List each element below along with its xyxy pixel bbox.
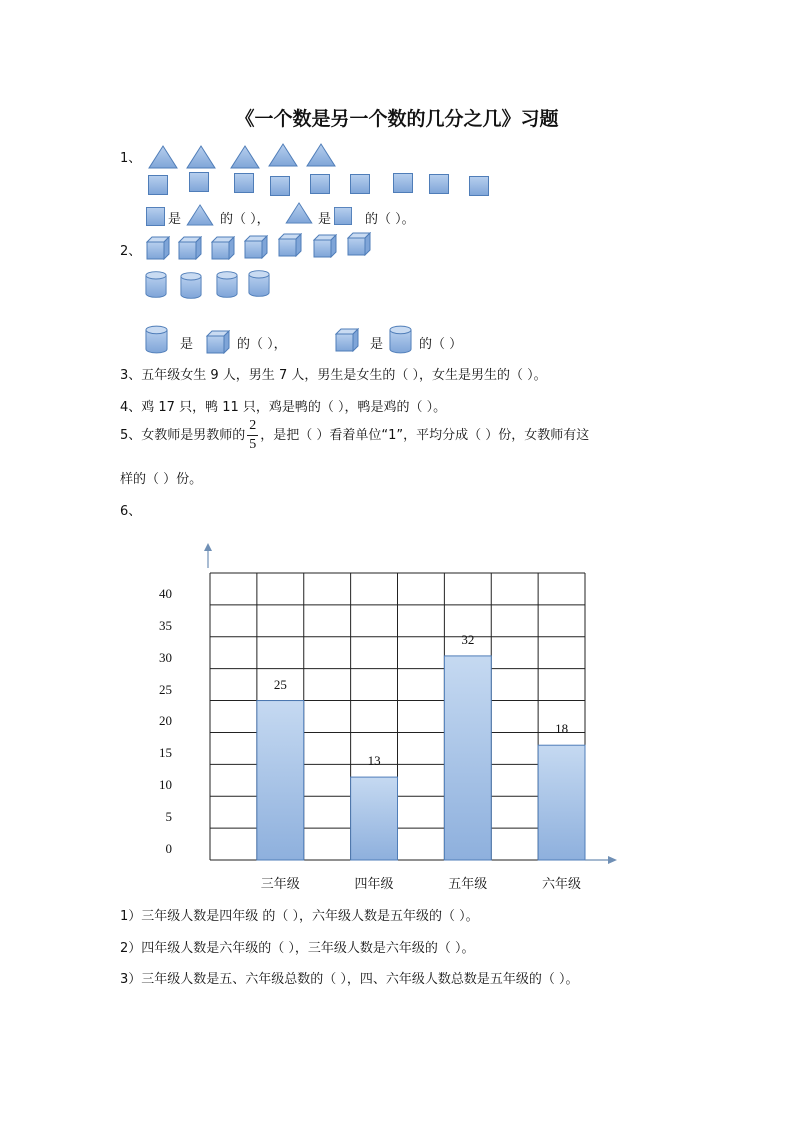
cube-shape (313, 234, 337, 258)
page-title: 《一个数是另一个数的几分之几》习题 (235, 108, 559, 130)
cylinder-shape (389, 325, 412, 354)
square-shape (189, 172, 209, 192)
cube-shape (347, 232, 371, 256)
chart-data-label: 25 (273, 676, 287, 692)
chart-bar (351, 777, 398, 860)
chart-y-tick-label: 5 (165, 809, 172, 825)
chart-y-tick-label: 25 (159, 681, 172, 697)
triangle-shape (306, 143, 336, 167)
square-shape (334, 207, 352, 225)
q2-number: 2、 (120, 244, 142, 259)
square-shape (310, 174, 330, 194)
chart-y-tick-label: 40 (159, 585, 172, 601)
cube-shape (244, 235, 268, 259)
question-5 (120, 419, 589, 452)
x-axis-arrow (608, 856, 617, 864)
q6-sub-3: 3）三年级人数是五、六年级总数的（ ），四、六年级人数总数是五年级的（ ）。 (120, 972, 579, 987)
q1-text-2: 的（ ）， (220, 212, 270, 227)
chart-bar (444, 656, 491, 860)
chart-data-label: 18 (555, 721, 569, 737)
chart-x-tick-label: 四年级 (354, 877, 394, 892)
fraction-denominator: 5 (249, 437, 257, 452)
chart-y-tick-label: 20 (159, 713, 172, 729)
chart-y-tick-label: 0 (165, 841, 172, 856)
fraction (247, 419, 258, 452)
cylinder-shape (145, 270, 167, 299)
q1-text-1: 是 (168, 212, 182, 227)
triangle-shape (186, 145, 216, 169)
cube-shape (278, 233, 302, 257)
square-shape (469, 176, 489, 196)
square-shape (429, 174, 449, 194)
chart-bar (538, 745, 585, 860)
q1-text-3: 是 (318, 212, 332, 227)
cube-shape (335, 328, 359, 352)
triangle-shape (285, 202, 313, 224)
square-shape (234, 173, 254, 193)
q2-text-3: 是 (370, 337, 384, 352)
q1-number: 1、 (120, 151, 142, 166)
chart-data-label: 13 (367, 753, 381, 769)
chart-x-tick-label: 三年级 (260, 877, 300, 892)
question-3: 3、五年级女生 9 人，男生 7 人，男生是女生的（ ），女生是男生的（ ）。 (120, 368, 547, 383)
chart-x-tick-label: 五年级 (448, 877, 488, 892)
triangle-shape (230, 145, 260, 169)
q2-text-4: 的（ ） (419, 337, 463, 352)
cylinder-shape (180, 271, 202, 300)
q2-text-2: 的（ ）， (237, 337, 287, 352)
square-shape (393, 173, 413, 193)
cube-shape (206, 330, 230, 354)
q5-line-2: 样的（ ）份。 (120, 472, 203, 487)
cube-shape (146, 236, 170, 260)
square-shape (350, 174, 370, 194)
fraction-numerator: 2 (247, 419, 258, 436)
q1-text-4: 的（ ）。 (365, 212, 415, 227)
cylinder-shape (248, 269, 270, 298)
chart-bar (257, 701, 304, 860)
chart-y-tick-label: 35 (159, 617, 172, 633)
q5-text-pre: 5、女教师是男教师的 (120, 428, 246, 443)
triangle-shape (186, 204, 214, 226)
chart-data-label: 32 (461, 631, 475, 647)
chart-y-tick-label: 30 (159, 649, 172, 665)
y-axis-arrow (204, 543, 212, 551)
q2-text-1: 是 (180, 337, 194, 352)
triangle-shape (268, 143, 298, 167)
q6-sub-2: 2）四年级人数是六年级的（ ），三年级人数是六年级的（ ）。 (120, 941, 475, 956)
chart-y-tick-label: 10 (159, 777, 172, 793)
triangle-shape (148, 145, 178, 169)
chart-x-tick-label: 六年级 (542, 877, 582, 892)
square-shape (148, 175, 168, 195)
chart-bars (257, 656, 585, 860)
bar-chart (130, 535, 630, 895)
q6-number: 6、 (120, 504, 142, 519)
chart-y-tick-label: 15 (159, 745, 172, 761)
question-4: 4、鸡 17 只，鸭 11 只，鸡是鸭的（ ），鸭是鸡的（ ）。 (120, 400, 447, 415)
cylinder-shape (216, 270, 238, 299)
q5-text-post: ，是把（ ）看着单位“1”，平均分成（ ）份，女教师有这 (260, 428, 590, 443)
square-shape (146, 207, 165, 226)
cube-shape (211, 236, 235, 260)
square-shape (270, 176, 290, 196)
cylinder-shape (145, 325, 168, 354)
q6-sub-1: 1）三年级人数是四年级 的（ ），六年级人数是五年级的（ ）。 (120, 909, 479, 924)
cube-shape (178, 236, 202, 260)
